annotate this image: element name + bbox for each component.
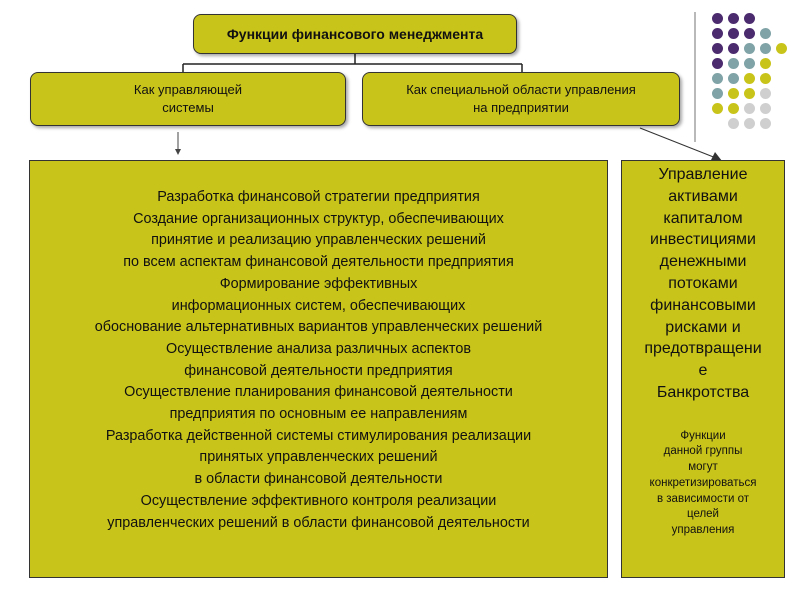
main-list-line: информационных систем, обеспечивающих [171,297,466,314]
decor-dot [744,118,755,129]
decor-dot [744,28,755,39]
decor-dot [728,13,739,24]
decor-dot [776,43,787,54]
main-functions-box [29,160,608,578]
side-note-line: Функции [680,429,726,442]
side-list-line: инвестициями [650,231,756,249]
main-list-line: в области финансовой деятельности [194,471,443,488]
side-list-line: Управление [658,166,748,183]
decor-dot [760,73,771,84]
decor-dot [728,88,739,99]
decor-dot [760,43,771,54]
side-note-line: могут [688,461,718,474]
arrow-left-head [175,149,181,155]
branch-left-line-1: Как управляющей [133,82,243,97]
arrow-right-shaft [640,128,716,158]
branch-left-box [30,72,346,126]
main-list-line: Создание организационных структур, обеспечивающих [133,210,504,227]
decor-dot [760,28,771,39]
branch-right-line-1: Как специальной области управления [406,82,636,97]
diagram-title-box [193,14,517,54]
side-note-line: конкретизироваться [649,476,757,489]
main-list-line: принятие и реализацию управленческих решений [151,232,486,249]
decor-dot [728,43,739,54]
main-list-line: Осуществление эффективного контроля реализации [140,492,497,509]
side-list-line: е [698,362,708,380]
decor-dot [744,58,755,69]
decor-dot [728,58,739,69]
side-list-line: Банкротства [656,383,750,401]
decor-dot [712,88,723,99]
side-note-line: управления [671,523,735,536]
side-list-line: предотвращени [644,340,762,358]
side-list-line: рисками и [665,318,741,336]
main-list-line: финансовой деятельности предприятия [184,362,453,379]
decor-dot [712,58,723,69]
decor-dot [728,118,739,129]
decor-dot [744,43,755,54]
main-list-line: управленческих решений в области финансовой деятельности [107,514,530,531]
decor-dot [712,73,723,84]
main-list-line: обоснование альтернативных вариантов управленческих решений [94,319,543,336]
main-list-line: Разработка финансовой стратегии предприятия [157,189,480,205]
branch-right-box [362,72,680,126]
decor-dot [728,103,739,114]
management-areas-box [621,160,785,578]
decorative-vertical-line [694,12,696,142]
side-note-line: данной группы [663,445,743,458]
decor-dot [712,13,723,24]
side-list-line: потоками [668,274,738,292]
main-list-line: Разработка действенной системы стимулирования реализации [105,427,532,444]
side-list-line: денежными [659,253,747,271]
side-list-line: капиталом [663,209,743,227]
decor-dot [744,13,755,24]
main-list-line: Осуществление анализа различных аспектов [166,340,471,357]
main-list-line: Формирование эффективных [219,275,418,292]
decor-dot [712,43,723,54]
decor-dot [728,28,739,39]
decor-dot [728,73,739,84]
main-list-line: по всем аспектам финансовой деятельности предприятия [123,254,514,271]
main-list-line: Осуществление планирования финансовой деятельности [124,384,513,401]
side-list-line: активами [668,187,738,205]
branch-right-line-2: на предприятии [473,100,569,115]
side-note-line: целей [686,508,719,521]
decor-dot [760,118,771,129]
decor-dot [760,58,771,69]
decor-dot [760,103,771,114]
decor-dot [760,88,771,99]
side-note-line: в зависимости от [656,492,750,505]
branch-left-line-2: системы [162,100,214,115]
decor-dot [744,103,755,114]
main-list-line: принятых управленческих решений [199,449,438,466]
decor-dot [712,28,723,39]
decor-dot [744,73,755,84]
decor-dot [744,88,755,99]
side-list-line: финансовыми [650,296,756,314]
diagram-title: Функции финансового менеджмента [226,26,484,42]
main-list-line: предприятия по основным ее направлениям [169,406,468,423]
decor-dot [712,103,723,114]
